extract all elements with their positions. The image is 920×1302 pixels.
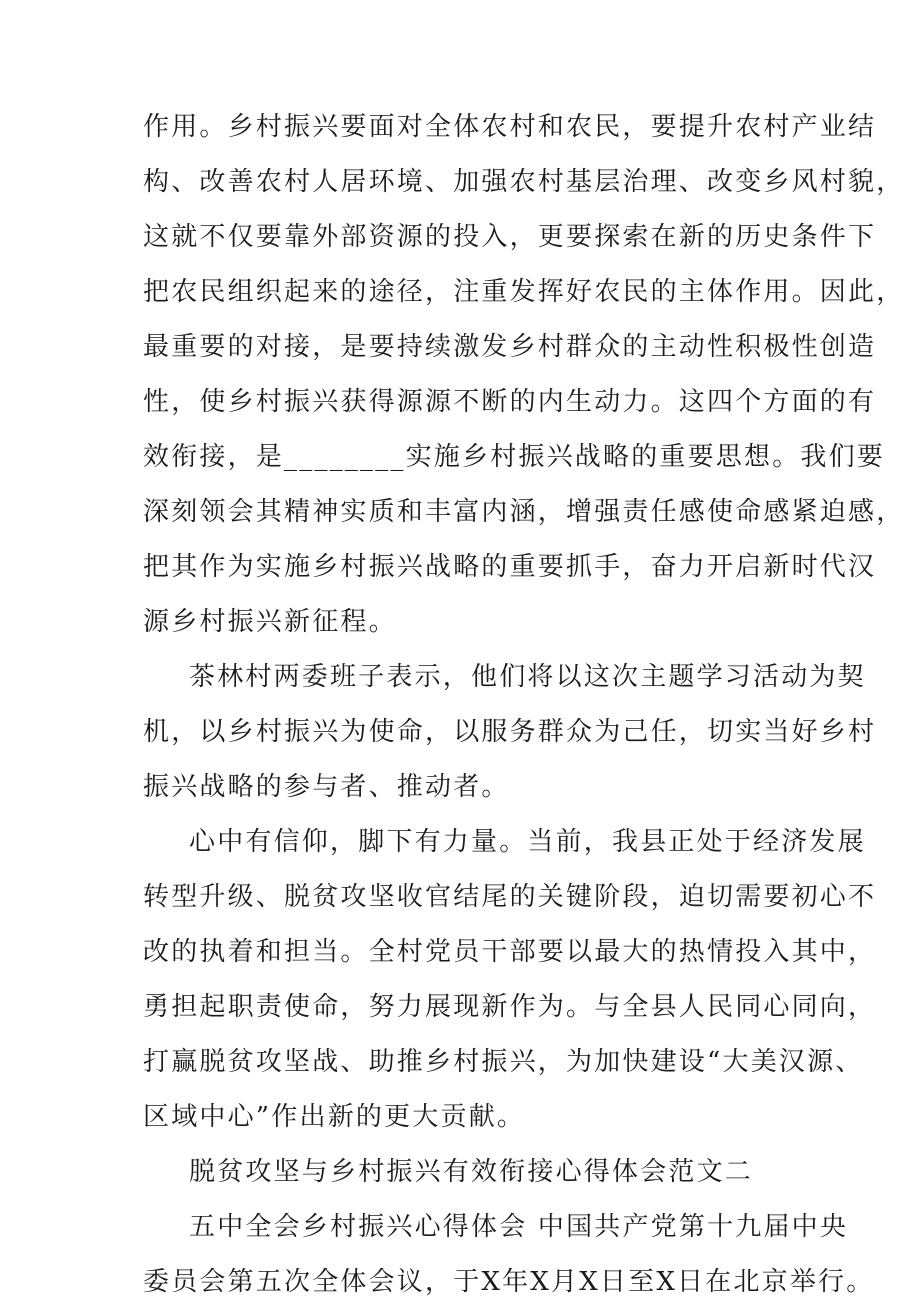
text-line: 把其作为实施乡村振兴战略的重要抓手，奋力开启新时代汉	[143, 552, 877, 582]
text-line: 委员会第五次全体会议，于X年X月X日至X日在北京举行。	[143, 1267, 875, 1297]
text-line: 把农民组织起来的途径，注重发挥好农民的主体作用。因此，	[143, 277, 905, 307]
text-line: 区域中心”作出新的更大贡献。	[143, 1102, 526, 1132]
text-line: 改的执着和担当。全村党员干部要以最大的热情投入其中，	[143, 937, 877, 967]
paragraph-first-line: 心中有信仰，脚下有力量。当前，我县正处于经济发展	[189, 827, 866, 857]
paragraph-first-line: 茶林村两委班子表示，他们将以这次主题学习活动为契	[189, 662, 866, 692]
text-line: 源乡村振兴新征程。	[143, 607, 397, 637]
text-line: 勇担起职责使命，努力展现新作为。与全县人民同心同向，	[143, 992, 877, 1022]
text-line: 作用。乡村振兴要面对全体农村和农民，要提升农村产业结	[143, 112, 877, 142]
section-heading: 脱贫攻坚与乡村振兴有效衔接心得体会范文二	[189, 1157, 754, 1187]
text-line: 打赢脱贫攻坚战、助推乡村振兴，为加快建设“大美汉源、	[143, 1047, 864, 1077]
text-line: 转型升级、脱贫攻坚收官结尾的关键阶段，迫切需要初心不	[143, 882, 877, 912]
text-line: 构、改善农村人居环境、加强农村基层治理、改变乡风村貌，	[143, 167, 905, 197]
text-line: 这就不仅要靠外部资源的投入，更要探索在新的历史条件下	[143, 222, 877, 252]
text-line: 机，以乡村振兴为使命，以服务群众为己任，切实当好乡村	[143, 717, 877, 747]
text-line: 最重要的对接，是要持续激发乡村群众的主动性积极性创造	[143, 332, 877, 362]
text-line: 深刻领会其精神实质和丰富内涵，增强责任感使命感紧迫感，	[143, 497, 905, 527]
paragraph-first-line: 五中全会乡村振兴心得体会 中国共产党第十九届中央	[189, 1212, 849, 1242]
text-line: 效衔接，是________实施乡村振兴战略的重要思想。我们要	[143, 442, 886, 472]
text-line: 性，使乡村振兴获得源源不断的内生动力。这四个方面的有	[143, 387, 877, 417]
text-line: 振兴战略的参与者、推动者。	[143, 772, 510, 802]
